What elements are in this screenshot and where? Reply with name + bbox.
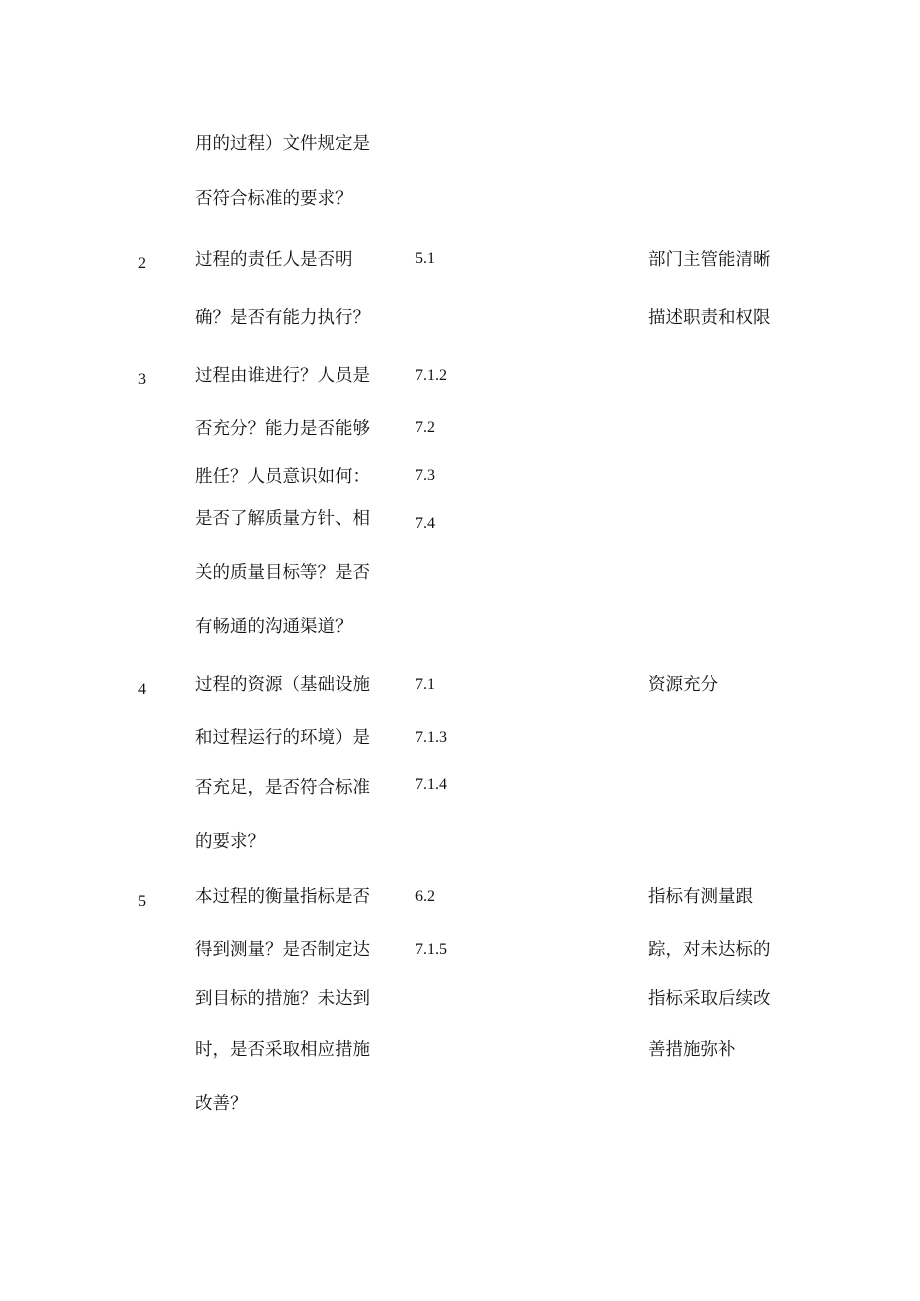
evidence-line: 踪，对未达标的 (648, 940, 771, 960)
question-line: 和过程运行的环境）是 (195, 728, 370, 748)
evidence-line: 描述职责和权限 (648, 308, 771, 328)
row-number: 2 (138, 255, 146, 272)
question-line: 本过程的衡量指标是否 (195, 887, 370, 907)
question-line: 的要求？ (195, 832, 265, 852)
clause-ref: 5.1 (415, 250, 435, 267)
clause-ref: 7.1.4 (415, 776, 447, 793)
clause-ref: 7.1.3 (415, 729, 447, 746)
row-number: 3 (138, 371, 146, 388)
evidence-line: 指标有测量跟 (648, 887, 753, 907)
clause-ref: 7.2 (415, 419, 435, 436)
question-line: 确？是否有能力执行？ (195, 308, 370, 328)
question-line: 到目标的措施？未达到 (195, 989, 370, 1009)
clause-ref: 6.2 (415, 888, 435, 905)
clause-ref: 7.1 (415, 676, 435, 693)
row-number: 5 (138, 893, 146, 910)
evidence-line: 善措施弥补 (648, 1040, 736, 1060)
question-line: 改善？ (195, 1094, 248, 1114)
question-line: 过程由谁进行？人员是 (195, 366, 370, 386)
question-line: 否符合标准的要求？ (195, 189, 353, 209)
question-line: 关的质量目标等？是否 (195, 563, 370, 583)
question-line: 过程的资源（基础设施 (195, 675, 370, 695)
clause-ref: 7.3 (415, 467, 435, 484)
question-line: 时，是否采取相应措施 (195, 1040, 370, 1060)
clause-ref: 7.1.2 (415, 367, 447, 384)
question-line: 用的过程）文件规定是 (195, 134, 370, 154)
question-line: 过程的责任人是否明 (195, 250, 353, 270)
question-line: 是否了解质量方针、相 (195, 509, 370, 529)
evidence-line: 部门主管能清晰 (648, 250, 771, 270)
question-line: 胜任？人员意识如何： (195, 467, 370, 487)
question-line: 得到测量？是否制定达 (195, 940, 370, 960)
clause-ref: 7.4 (415, 515, 435, 532)
question-line: 有畅通的沟通渠道？ (195, 617, 353, 637)
question-line: 否充足，是否符合标准 (195, 778, 370, 798)
evidence-line: 指标采取后续改 (648, 989, 771, 1009)
clause-ref: 7.1.5 (415, 941, 447, 958)
question-line: 否充分？能力是否能够 (195, 419, 370, 439)
evidence-line: 资源充分 (648, 675, 718, 695)
row-number: 4 (138, 681, 146, 698)
